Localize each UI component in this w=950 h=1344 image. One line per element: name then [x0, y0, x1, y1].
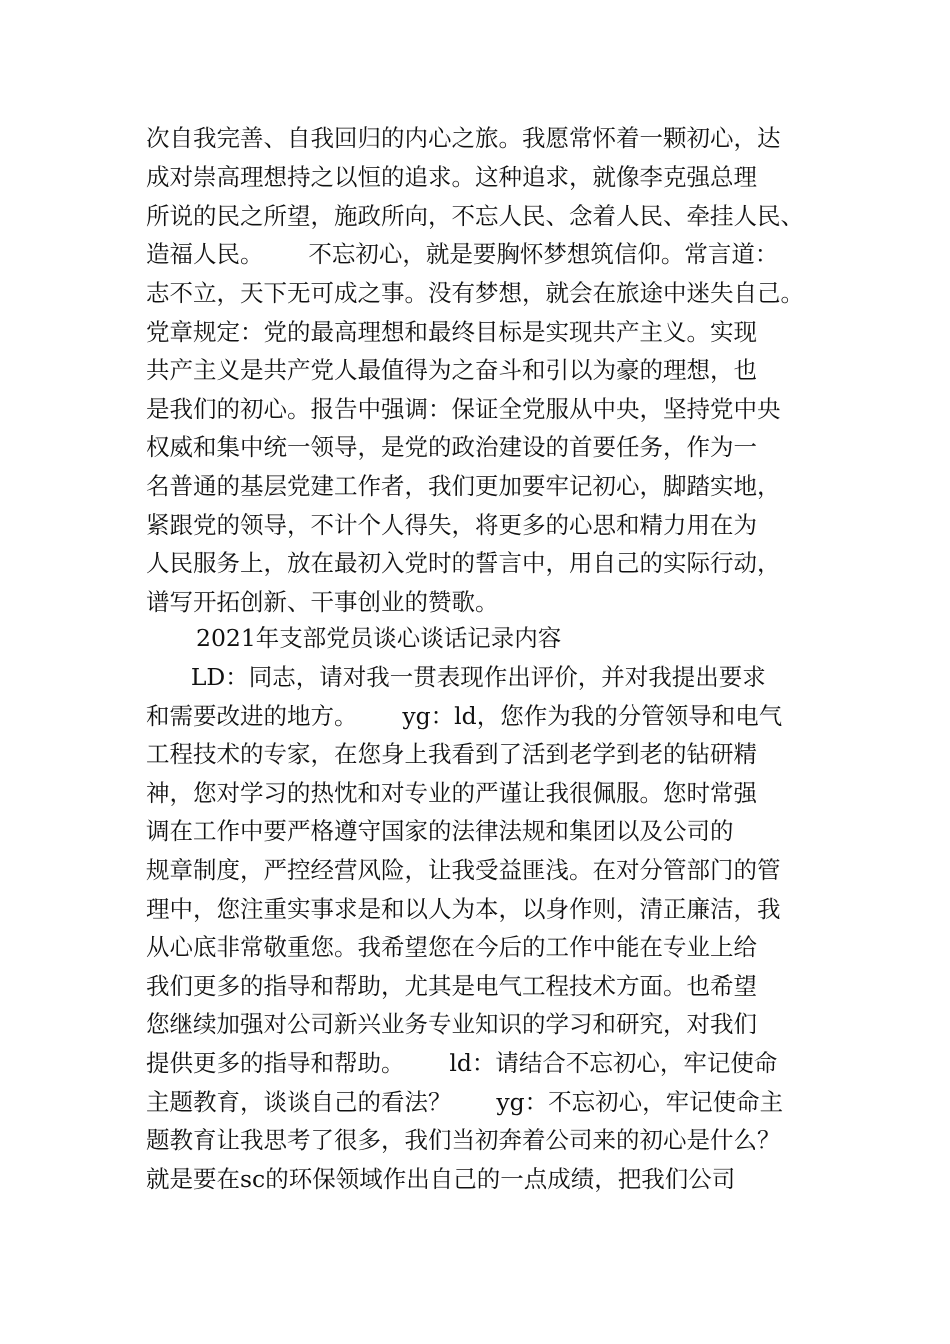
body-text-line: 您继续加强对公司新兴业务专业知识的学习和研究，对我们: [146, 1010, 757, 1038]
body-text-line: 调在工作中要严格遵守国家的法律法规和集团以及公司的: [146, 817, 734, 845]
body-text-line: 谱写开拓创新、干事创业的赞歌。: [146, 588, 499, 616]
section-heading: 2021年支部党员谈心谈话记录内容: [196, 624, 562, 652]
body-text-line: 所说的民之所望，施政所向，不忘人民、念着人民、牵挂人民、: [146, 202, 804, 230]
body-text-line: 名普通的基层党建工作者，我们更加要牢记初心，脚踏实地，: [146, 472, 781, 500]
body-text-line: 党章规定：党的最高理想和最终目标是实现共产主义。实现: [146, 318, 757, 346]
body-text-line: 紧跟党的领导，不计个人得失，将更多的心思和精力用在为: [146, 511, 757, 539]
body-text-line: 造福人民。 不忘初心，就是要胸怀梦想筑信仰。常言道：: [146, 240, 779, 268]
body-text-line: 就是要在sc的环保领域作出自己的一点成绩，把我们公司: [146, 1165, 736, 1193]
body-text-line: 我们更多的指导和帮助，尤其是电气工程技术方面。也希望: [146, 972, 757, 1000]
body-text-line: 人民服务上，放在最初入党时的誓言中，用自己的实际行动，: [146, 549, 781, 577]
body-text-line: 从心底非常敬重您。我希望您在今后的工作中能在专业上给: [146, 933, 757, 961]
body-text-line: 次自我完善、自我回归的内心之旅。我愿常怀着一颗初心，达: [146, 124, 781, 152]
body-text-line: 理中，您注重实事求是和以人为本，以身作则，清正廉洁，我: [146, 895, 781, 923]
body-text-line: 共产主义是共产党人最值得为之奋斗和引以为豪的理想，也: [146, 356, 757, 384]
body-text-line: 是我们的初心。报告中强调：保证全党服从中央，坚持党中央: [146, 395, 781, 423]
body-text-line: 规章制度，严控经营风险，让我受益匪浅。在对分管部门的管: [146, 856, 781, 884]
body-text-line: 神，您对学习的热忱和对专业的严谨让我很佩服。您时常强: [146, 779, 757, 807]
body-text-line: 提供更多的指导和帮助。 ld：请结合不忘初心，牢记使命: [146, 1049, 778, 1077]
body-text-line: 主题教育，谈谈自己的看法？ yg：不忘初心，牢记使命主: [146, 1088, 784, 1116]
body-text-line: LD：同志，请对我一贯表现作出评价，并对我提出要求: [146, 663, 766, 691]
body-text-line: 和需要改进的地方。 yg：ld，您作为我的分管领导和电气: [146, 702, 783, 730]
body-text-line: 成对崇高理想持之以恒的追求。这种追求，就像李克强总理: [146, 163, 757, 191]
body-text-line: 志不立，天下无可成之事。没有梦想，就会在旅途中迷失自己。: [146, 279, 804, 307]
body-text-line: 题教育让我思考了很多，我们当初奔着公司来的初心是什么？: [146, 1126, 781, 1154]
body-text-line: 工程技术的专家，在您身上我看到了活到老学到老的钻研精: [146, 740, 757, 768]
body-text-line: 权威和集中统一领导，是党的政治建设的首要任务，作为一: [146, 433, 757, 461]
